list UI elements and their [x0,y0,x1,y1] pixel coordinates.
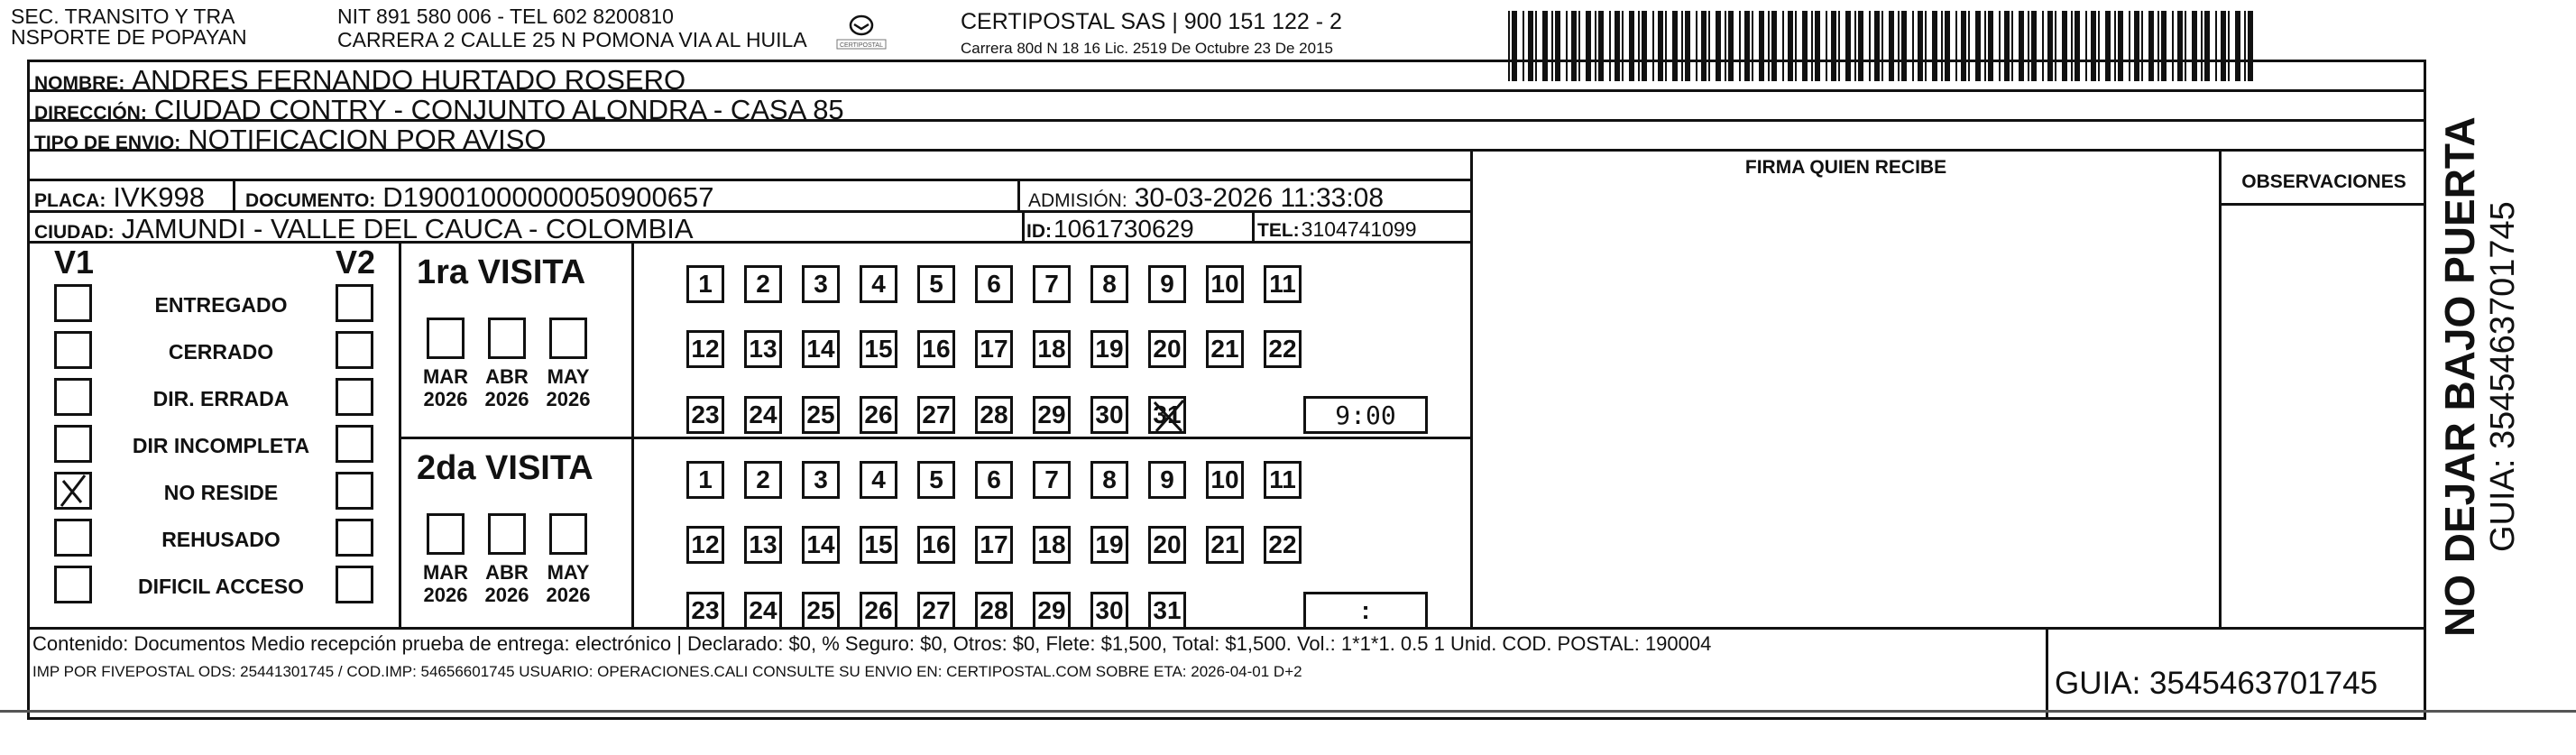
day-checkbox[interactable]: 13 [744,526,782,564]
month-checkbox[interactable] [488,513,526,555]
day-checkbox[interactable]: 30 [1090,592,1128,630]
day-checkbox[interactable]: 5 [917,265,955,303]
month-checkbox[interactable] [427,318,465,359]
visit-title: 2da VISITA [417,449,593,487]
firma-label: FIRMA QUIEN RECIBE [1744,157,1947,178]
month-name: MAR [422,561,469,584]
sender-nit: NIT 891 580 006 - TEL 602 8200810 [337,5,674,28]
month-name: MAY [547,561,590,584]
day-checkbox[interactable]: 9 [1148,461,1186,499]
direccion-label: DIRECCIÓN: [34,103,147,124]
month-checkbox[interactable] [488,318,526,359]
status-label: DIFICIL ACCESO [137,575,304,598]
company-license: Carrera 80d N 18 16 Lic. 2519 De Octubre 23 De 2015 [961,40,1333,57]
ciudad-label: CIUDAD: [34,222,115,243]
day-check-mark [1151,399,1187,441]
status-label: REHUSADO [161,528,281,551]
day-checkbox[interactable]: 29 [1033,592,1071,630]
direccion-field [34,94,844,126]
status-v1-checkbox[interactable] [54,331,92,369]
day-checkbox[interactable]: 13 [744,330,782,368]
day-checkbox[interactable]: 18 [1033,330,1071,368]
day-checkbox[interactable]: 25 [802,592,840,630]
day-checkbox[interactable]: 14 [802,526,840,564]
month-year: 2026 [484,388,529,410]
status-v2-checkbox[interactable] [336,378,373,416]
admision-value: 30-03-2026 11:33:08 [1134,183,1385,213]
direccion-value: CIUDAD CONTRY - CONJUNTO ALONDRA - CASA 85 [153,94,844,125]
day-checkbox[interactable]: 10 [1206,265,1244,303]
company-name: CERTIPOSTAL SAS | 900 151 122 - 2 [961,9,1342,34]
visit-title: 1ra VISITA [417,253,586,291]
status-v1-checkbox[interactable] [54,566,92,603]
day-checkbox[interactable]: 31 [1148,396,1186,434]
footer-guia: GUIA: 3545463701745 [2055,666,2378,701]
day-checkbox[interactable]: 3 [802,461,840,499]
day-checkbox[interactable]: 2 [744,461,782,499]
day-checkbox[interactable]: 24 [744,396,782,434]
footer-imp: IMP POR FIVEPOSTAL ODS: 25441301745 / COD.IMP: 54656601745 USUARIO: OPERACIONES.CALI CONSULTE SU ENVIO EN: CERTIPOSTAL.COM SOBRE ETA: 2026-04-01 D+2 [32,663,1302,680]
day-checkbox[interactable]: 21 [1206,526,1244,564]
admision-field [1028,183,1384,214]
month-checkbox[interactable] [549,318,587,359]
day-checkbox[interactable]: 6 [975,461,1013,499]
month-checkbox[interactable] [549,513,587,555]
ciudad-value: JAMUNDI - VALLE DEL CAUCA - COLOMBIA [121,213,694,244]
day-checkbox[interactable]: 3 [802,265,840,303]
status-v1-checkbox[interactable] [54,472,92,510]
month-year: 2026 [423,388,468,410]
id-value: 1061730629 [1053,215,1194,243]
day-checkbox[interactable]: 24 [744,592,782,630]
side-guia: GUIA: 3545463701745 [2484,201,2522,552]
admision-label: ADMISIÓN: [1028,190,1127,211]
visit-time[interactable]: : [1303,592,1428,630]
month-year: 2026 [423,584,468,606]
day-checkbox[interactable]: 4 [860,461,897,499]
day-checkbox[interactable]: 29 [1033,396,1071,434]
sender-name-line1: SEC. TRANSITO Y TRA [11,5,235,28]
day-checkbox[interactable]: 8 [1090,461,1128,499]
day-checkbox[interactable]: 1 [686,461,724,499]
day-checkbox[interactable]: 12 [686,330,724,368]
day-checkbox[interactable]: 22 [1264,526,1302,564]
day-checkbox[interactable]: 16 [917,330,955,368]
status-v2-checkbox[interactable] [336,284,373,322]
v1-header: V1 [54,244,95,281]
status-v2-checkbox[interactable] [336,566,373,603]
day-checkbox[interactable]: 9 [1148,265,1186,303]
status-v1-checkbox[interactable] [54,378,92,416]
day-checkbox[interactable]: 2 [744,265,782,303]
documento-field [245,181,713,214]
placa-label: PLACA: [34,190,106,211]
day-checkbox[interactable]: 19 [1090,330,1128,368]
day-checkbox[interactable]: 12 [686,526,724,564]
day-checkbox[interactable]: 26 [860,592,897,630]
day-checkbox[interactable]: 7 [1033,461,1071,499]
day-checkbox[interactable]: 31 [1148,592,1186,630]
status-v1-checkbox[interactable] [54,519,92,557]
status-v2-checkbox[interactable] [336,331,373,369]
day-checkbox[interactable]: 23 [686,396,724,434]
day-checkbox[interactable]: 6 [975,265,1013,303]
status-v1-checkbox[interactable] [54,425,92,463]
tipo-envio-value: NOTIFICACION POR AVISO [188,124,547,155]
id-field [1026,215,1194,244]
observaciones-area[interactable] [2222,206,2426,627]
month-name: ABR [485,365,529,388]
sender-address: CARRERA 2 CALLE 25 N POMONA VIA AL HUILA [337,28,807,51]
svg-text:CERTIPOSTAL: CERTIPOSTAL [840,42,883,49]
sender-name-line2: NSPORTE DE POPAYAN [11,25,247,49]
day-checkbox[interactable]: 25 [802,396,840,434]
day-checkbox[interactable]: 28 [975,396,1013,434]
day-checkbox[interactable]: 10 [1206,461,1244,499]
day-checkbox[interactable]: 1 [686,265,724,303]
placa-value: IVK998 [113,181,206,213]
nombre-value: ANDRES FERNANDO HURTADO ROSERO [132,64,686,96]
month-name: ABR [485,561,529,584]
day-checkbox[interactable]: 26 [860,396,897,434]
tipo-envio-field [34,124,547,156]
day-checkbox[interactable]: 18 [1033,526,1071,564]
id-label: ID: [1026,221,1052,242]
day-checkbox[interactable]: 8 [1090,265,1128,303]
documento-value: D19001000000050900657 [382,181,714,213]
side-warning: NO DEJAR BAJO PUERTA [2436,116,2483,637]
certipostal-logo [834,13,888,58]
day-checkbox[interactable]: 21 [1206,330,1244,368]
day-checkbox[interactable]: 15 [860,330,897,368]
day-checkbox[interactable]: 5 [917,461,955,499]
placa-field [34,181,205,214]
status-v1-checkbox[interactable] [54,284,92,322]
day-checkbox[interactable]: 19 [1090,526,1128,564]
status-label: DIR. ERRADA [152,387,290,410]
month-year: 2026 [546,584,591,606]
status-v2-checkbox[interactable] [336,425,373,463]
day-checkbox[interactable]: 30 [1090,396,1128,434]
status-label: NO RESIDE [163,481,279,504]
day-checkbox[interactable]: 20 [1148,330,1186,368]
tel-value: 3104741099 [1301,217,1417,241]
day-checkbox[interactable]: 4 [860,265,897,303]
tel-field [1257,217,1417,242]
day-checkbox[interactable]: 17 [975,330,1013,368]
tipo-envio-label: TIPO DE ENVIO: [34,133,181,153]
day-checkbox[interactable]: 20 [1148,526,1186,564]
day-checkbox[interactable]: 11 [1264,265,1302,303]
visit-time[interactable]: 9:00 [1303,396,1428,434]
day-checkbox[interactable]: 11 [1264,461,1302,499]
signature-area[interactable] [1473,180,2219,627]
day-checkbox[interactable]: 27 [917,592,955,630]
day-checkbox[interactable]: 27 [917,396,955,434]
ciudad-field [34,213,694,245]
nombre-field [34,64,685,97]
status-label: ENTREGADO [154,293,288,317]
month-checkbox[interactable] [427,513,465,555]
day-checkbox[interactable]: 7 [1033,265,1071,303]
day-checkbox[interactable]: 16 [917,526,955,564]
documento-label: DOCUMENTO: [245,190,376,211]
status-v2-checkbox[interactable] [336,519,373,557]
tel-label: TEL: [1257,220,1300,241]
month-name: MAY [547,365,590,388]
bottom-edge-line [0,710,2576,713]
status-label: DIR INCOMPLETA [132,434,310,457]
day-checkbox[interactable]: 15 [860,526,897,564]
month-year: 2026 [546,388,591,410]
day-checkbox[interactable]: 17 [975,526,1013,564]
month-name: MAR [422,365,469,388]
day-checkbox[interactable]: 22 [1264,330,1302,368]
status-v2-checkbox[interactable] [336,472,373,510]
v2-header: V2 [336,244,376,281]
day-checkbox[interactable]: 14 [802,330,840,368]
month-year: 2026 [484,584,529,606]
observaciones-label: OBSERVACIONES [2241,171,2406,192]
status-label: CERRADO [168,340,274,364]
day-checkbox[interactable]: 28 [975,592,1013,630]
footer-contenido: Contenido: Documentos Medio recepción prueba de entrega: electrónico | Declarado: $0, % Seguro: $0, Otros: $0, Flete: $1,500, Total: $1,500. Vol.: 1*1*1. 0.5 1 Unid. COD. POSTAL: 190004 [32,632,1712,655]
nombre-label: NOMBRE: [34,73,125,94]
day-checkbox[interactable]: 23 [686,592,724,630]
